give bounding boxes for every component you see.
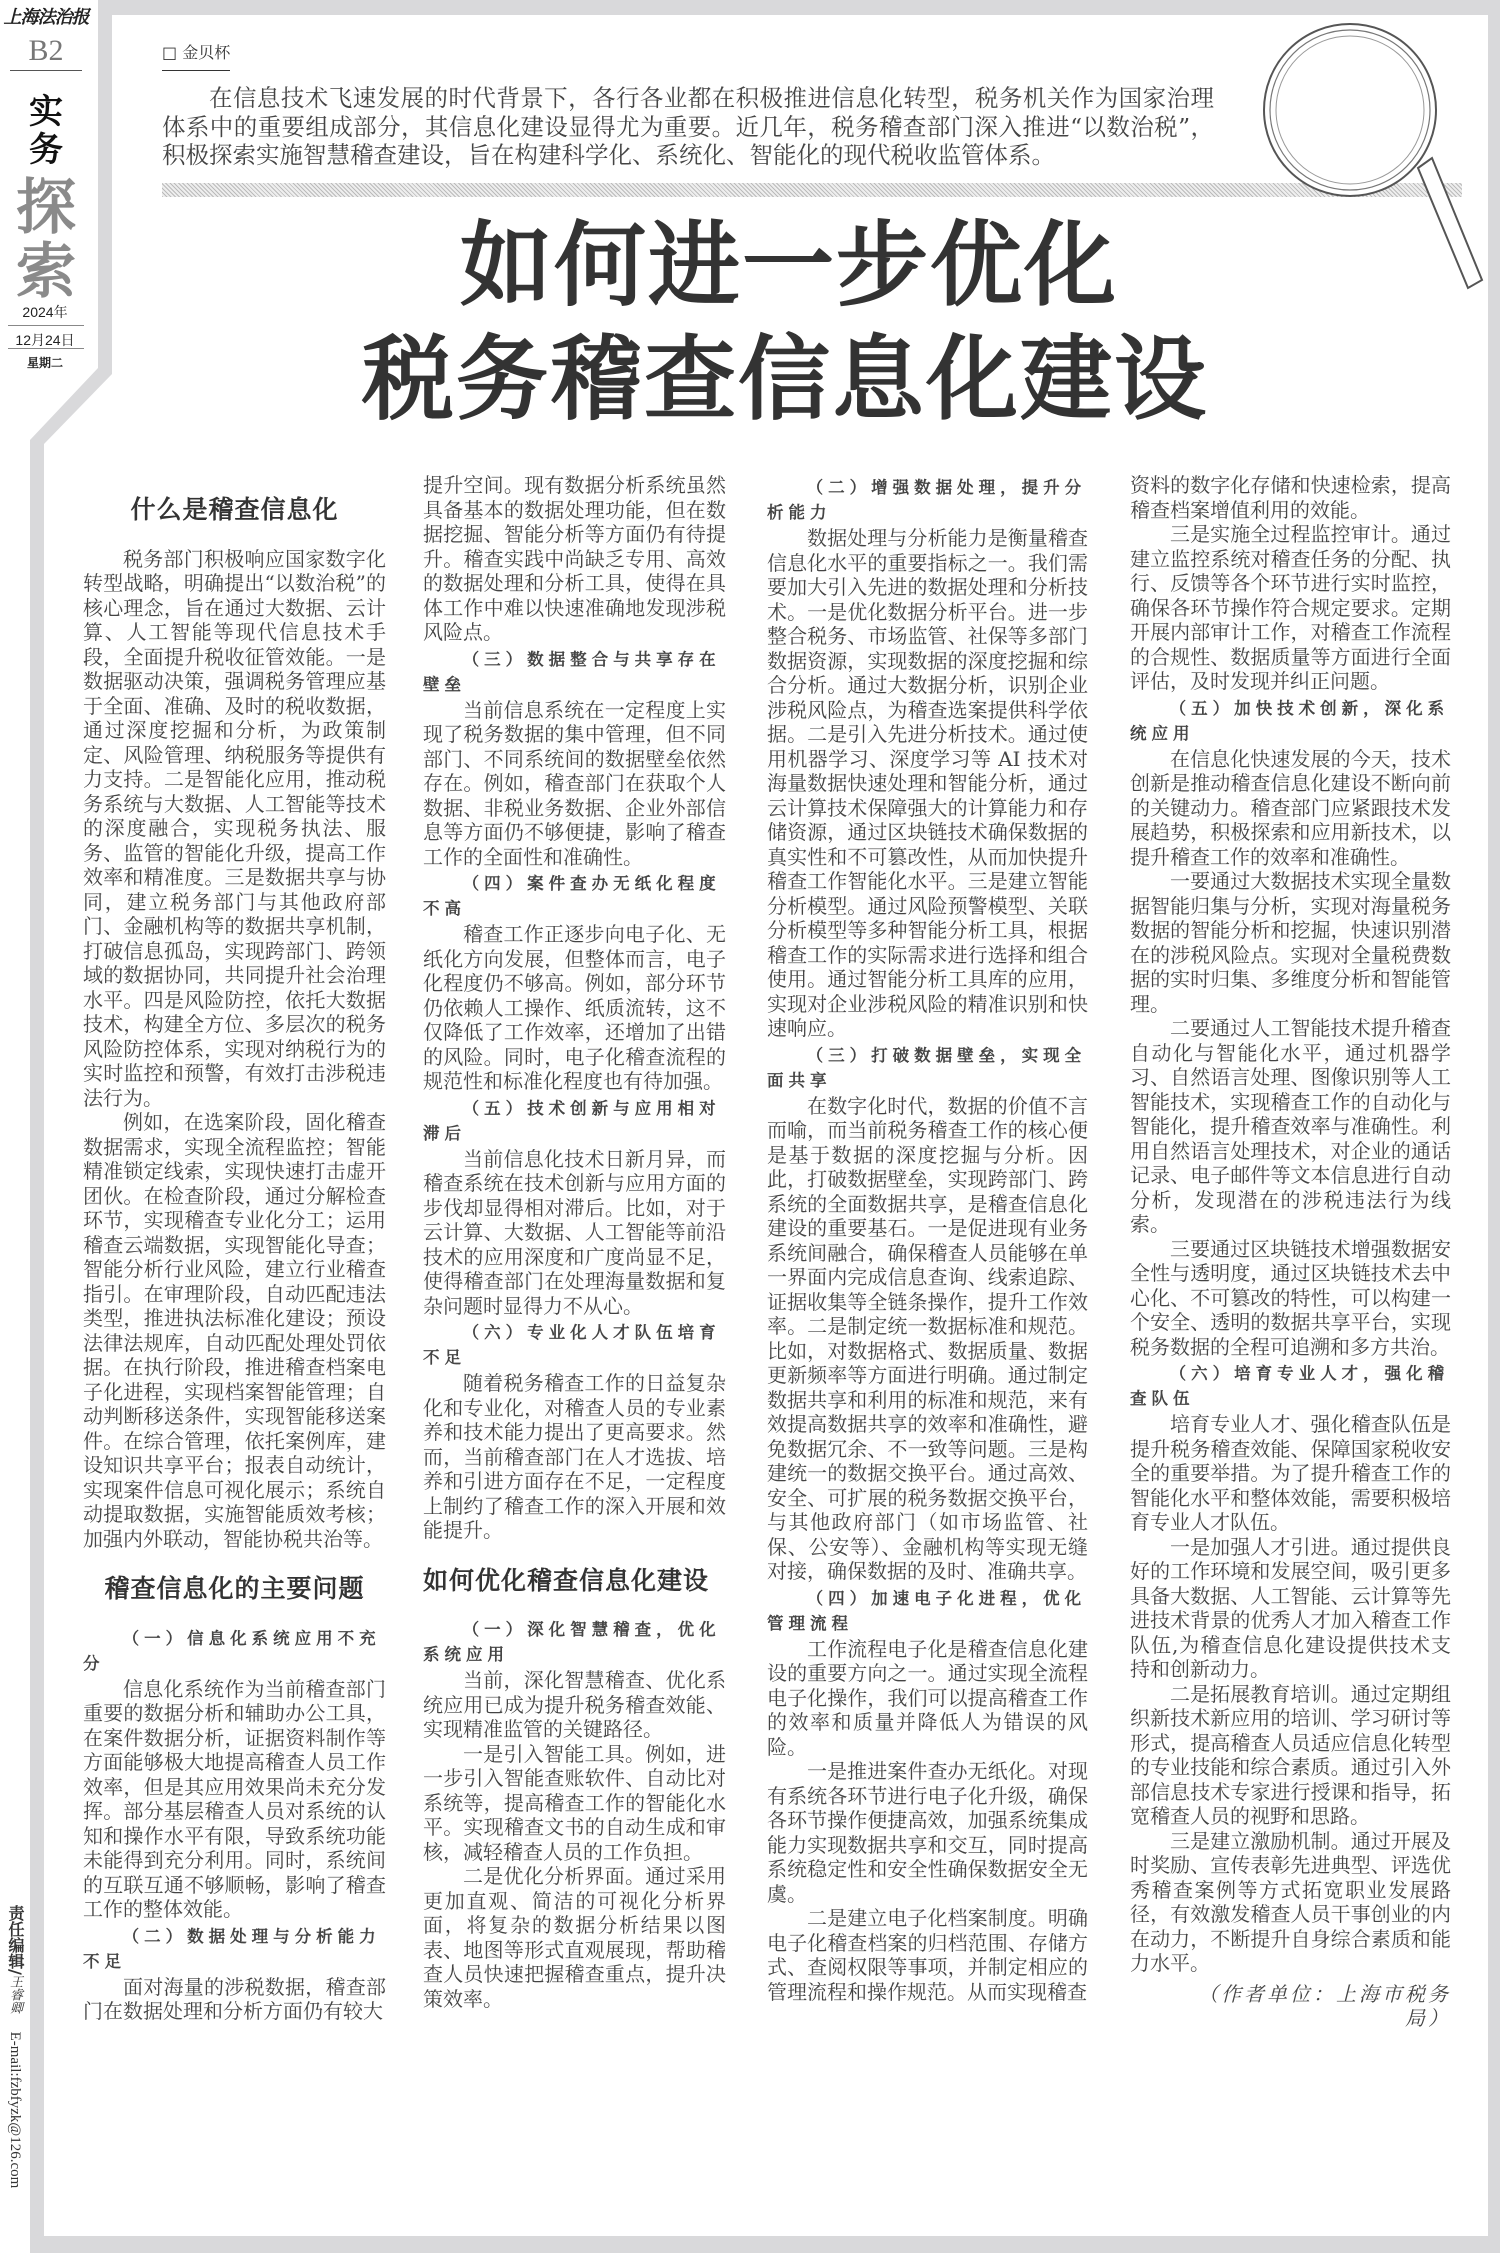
section-char: 实 <box>29 92 63 132</box>
paragraph: 三要通过区块链技术增强数据安全性与透明度，通过区块链技术去中心化、不可篡改的特性，可以构建一个安全、透明的数据共享平台，实现税务数据的全程可追溯和多方共治。 <box>1130 1236 1451 1359</box>
paragraph: 当前，深化智慧稽查、优化系统应用已成为提升税务稽查效能、实现精准监管的关键路径。 <box>423 1668 726 1741</box>
paragraph: 税务部门积极响应国家数字化转型战略，明确提出“以数治税”的核心理念，旨在通过大数据、云计算、人工智能等现代信息技术手段，全面提升税收征管效能。一是数据驱动决策，强调税务管理应基于全面、准确、及时的税收数据，通过深度挖掘和分析，为政策制定、风险管理、纳税服务等提供有力支持。二是智能化应用，推动税务系统与大数据、人工智能等技术的深度融合，实现税务执法、服务、监管的智能化升级，提高工作效率和精准度。三是数据共享与协同，建立税务部门与其他政府部门、金融机构等的数据共享机制，打破信息孤岛，实现跨部门、跨领域的数据协同，共同提升社会治理水平。四是风险防控，依托大数据技术，构建全方位、多层次的税务风险防控体系，实现对纳税行为的实时监控和预警，有效打击涉税违法行为。 <box>83 546 386 1110</box>
issue-date: 12月24日 <box>15 332 75 348</box>
magnifying-glass-icon <box>1250 18 1490 298</box>
paragraph: 一是引入智能工具。例如，进一步引入智能查账软件、自动比对系统等，提高稽查工作的智能化水平。实现稽查文书的自动生成和审核，减轻稽查人员的工作负担。 <box>423 1741 726 1864</box>
issue-weekday: 星期二 <box>26 356 63 370</box>
paragraph: 二是拓展教育培训。通过定期组织新技术新应用的培训、学习研讨等形式，提高稽查人员适应信息化转型的专业技能和综合素质。通过引入外部信息技术专家进行授课和指导，拓宽稽查人员的视野和思路。 <box>1130 1681 1451 1828</box>
divider <box>8 325 84 326</box>
paragraph: 培育专业人才、强化稽查队伍是提升税务稽查效能、保障国家税收安全的重要举措。为了提升稽查工作的智能化水平和整体效能，需要积极培育专业人才队伍。 <box>1130 1412 1451 1534</box>
paragraph: 当前信息化技术日新月异，而稽查系统在技术创新与应用方面的步伐却显得相对滞后。比如，对于云计算、大数据、人工智能等前沿技术的应用深度和广度尚显不足，使得稽查部门在处理海量数据和复杂问题时显得力不从心。 <box>423 1146 726 1318</box>
paragraph: 二是优化分析界面。通过采用更加直观、简洁的可视化分析界面，将复杂的数据分析结果以图表、地图等形式直观展现，帮助稽查人员快速把握稽查重点，提升决策效率。 <box>423 1864 726 2011</box>
section-heading: 稽查信息化的主要问题 <box>104 1574 365 1603</box>
subsection-heading: （一）深化智慧稽查，优化系统应用 <box>423 1620 721 1664</box>
subsection-heading: （四）案件查办无纸化程度不高 <box>423 874 721 918</box>
paragraph: 工作流程电子化是稽查信息化建设的重要方向之一。通过实现全流程电子化操作，我们可以提高稽查工作的效率和质量并降低人为错误的风险。 <box>767 1636 1088 1759</box>
paragraph: 三是建立激励机制。通过开展及时奖励、宣传表彰先进典型、评选优秀稽查案例等方式拓宽职业发展路径，有效激发稽查人员干事创业的内在动力，不断提升自身综合素质和能力水平。 <box>1130 1828 1451 1975</box>
paragraph: 在信息化快速发展的今天，技术创新是推动稽查信息化建设不断向前的关键动力。稽查部门应紧跟技术发展趋势，积极探索和应用新技术，以提升稽查工作的效率和准确性。 <box>1130 746 1451 869</box>
section-char: 务 <box>29 130 63 170</box>
headline-line-1: 如何进一步优化 <box>460 211 1119 319</box>
paragraph: 面对海量的涉税数据，稽查部门在数据处理和分析方面仍有较大 <box>83 1974 386 2023</box>
article-column-2 <box>423 473 726 2011</box>
article-column-3 <box>767 473 1088 2004</box>
author-affiliation: （作者单位：上海市税务局） <box>1198 1981 1451 2030</box>
issue-year: 2024年 <box>22 304 68 320</box>
subsection-heading: （六）培育专业人才，强化稽查队伍 <box>1130 1364 1450 1408</box>
paragraph: 随着税务稽查工作的日益复杂化和专业化，对稽查人员的专业素养和技术能力提出了更高要求。然而，当前稽查部门在人才选拔、培养和引进方面存在不足，一定程度上制约了稽查工作的深入开展和效能提升。 <box>423 1371 726 1542</box>
subsection-heading: （六）专业化人才队伍培育不足 <box>423 1323 721 1367</box>
subsection-heading: （二）增强数据处理，提升分析能力 <box>767 478 1087 522</box>
section-big-char: 探 <box>16 173 76 243</box>
subsection-heading: （三）数据整合与共享存在壁垒 <box>423 649 721 694</box>
section-big-char: 索 <box>16 237 76 307</box>
subsection-heading: （一）信息化系统应用不充分 <box>83 1628 381 1673</box>
divider <box>8 348 84 349</box>
subsection-heading: （四）加速电子化进程，优化管理流程 <box>767 1588 1087 1633</box>
paragraph: 三是实施全过程监控审计。通过建立监控系统对稽查任务的分配、执行、反馈等各个环节进行实时监控，确保各环节操作符合规定要求。定期开展内部审计工作，对稽查工作流程的合规性、数据质量等方面进行全面评估，及时发现并纠正问题。 <box>1130 522 1451 693</box>
paragraph: 例如，在选案阶段，固化稽查数据需求，实现全流程监控；智能精准锁定线索，实现快速打击虚开团伙。在检查阶段，通过分解检查环节，实现稽查专业化分工；运用稽查云端数据，实现智能化导查；智能分析行业风险，建立行业稽查指引。在审理阶段，自动匹配违法类型，推进执法标准化建设；预设法律法规库，自动匹配处理处罚依据。在执行阶段，推进稽查档案电子化进程，实现档案智能管理；自动判断移送条件，实现智能移送案件。在综合管理，依托案例库，建设知识共享平台；报表自动统计，实现案件信息可视化展示；系统自动提取数据，实施智能质效考核；加强内外联动，智能协税共治等。 <box>83 1110 386 1551</box>
paragraph: 当前信息系统在一定程度上实现了税务数据的集中管理，但不同部门、不同系统间的数据壁垒依然存在。例如，稽查部门在获取个人数据、非税业务数据、企业外部信息等方面仍不够便捷，影响了稽查工作的全面性和准确性。 <box>423 697 726 869</box>
paper-name: 上海法治报 <box>3 7 89 28</box>
article-column-1 <box>83 490 386 2024</box>
section-heading: 如何优化稽查信息化建设 <box>423 1565 710 1595</box>
editor-name: 王睿卿 <box>8 1974 23 2014</box>
subsection-heading: （五）加快技术创新，深化系统应用 <box>1130 698 1450 743</box>
paragraph: 一是推进案件查办无纸化。对现有系统各环节进行电子化升级，确保各环节操作便捷高效，加强系统集成能力实现数据共享和交互，同时提高系统稳定性和安全性确保数据安全无虞。 <box>767 1759 1088 1906</box>
subsection-heading: （五）技术创新与应用相对滞后 <box>423 1098 721 1143</box>
paragraph: 稽查工作正逐步向电子化、无纸化方向发展，但整体而言，电子化程度仍不够高。例如，部分环节仍依赖人工操作、纸质流转，这不仅降低了工作效率，还增加了出错的风险。同时，电子化稽查流程的规范性和标准化程度也有待加强。 <box>423 922 726 1093</box>
article-intro: 在信息技术飞速发展的时代背景下，各行各业都在积极推进信息化转型，税务机关作为国家治理体系中的重要组成部分，其信息化建设显得尤为重要。近几年，税务稽查部门深入推进“以数治税”，积极探索实施智慧稽查建设，旨在构建科学化、系统化、智能化的现代税收监管体系。 <box>162 84 1214 169</box>
editor-label: 责任编辑/ <box>6 1905 25 1975</box>
paragraph-continued: 资料的数字化存储和快速检索，提高稽查档案增值利用的效能。 <box>1130 473 1451 522</box>
paragraph: 一要通过大数据技术实现全量数据智能归集与分析，实现对海量税务数据的智能分析和挖掘，快速识别潜在的涉税风险点。实现对全量税费数据的实时归集、多维度分析和智能管理。 <box>1130 869 1451 1016</box>
paragraph: 一是加强人才引进。通过提供良好的工作环境和发展空间，吸引更多具备大数据、人工智能、云计算等先进技术背景的优秀人才加入稽查工作队伍,为稽查信息化建设提供技术支持和创新动力。 <box>1130 1534 1451 1681</box>
paragraph: 数据处理与分析能力是衡量稽查信息化水平的重要指标之一。我们需要加大引入先进的数据处理和分析技术。一是优化数据分析平台。进一步整合税务、市场监管、社保等多部门数据资源，实现数据的深度挖掘和综合分析。通过大数据分析，识别企业涉税风险点，为稽查选案提供科学依据。二是引入先进分析技术。通过使用机器学习、深度学习等 AI 技术对海量数据快速处理和智能分析，通过云计算技术保障强大的计算能力和存储资源，通过区块链技术确保数据的真实性和不可篡改性，从而加快提升稽查工作智能化水平。三是建立智能分析模型。通过风险预警模型、关联分析模型等多种智能分析工具，根据稽查工作的实际需求进行选择和组合使用。通过智能分析工具库的应用，实现对企业涉税风险的精准识别和快速响应。 <box>767 526 1088 1040</box>
divider <box>10 70 82 71</box>
subsection-heading: （三）打破数据壁垒，实现全面共享 <box>767 1045 1087 1090</box>
section-heading: 什么是稽查信息化 <box>130 495 339 524</box>
subsection-heading: （二）数据处理与分析能力不足 <box>83 1926 381 1971</box>
editor-credit <box>4 1905 27 2188</box>
paragraph: 二是建立电子化档案制度。明确电子化稽查档案的归档范围、存储方式、查阅权限等事项，并制定相应的管理流程和操作规范。从而实现稽查 <box>767 1906 1088 2004</box>
article-column-4 <box>1130 473 1451 2031</box>
headline-line-2: 税务稽查信息化建设 <box>362 325 1209 433</box>
paragraph-continued: 提升空间。现有数据分析系统虽然具备基本的数据处理功能，但在数据挖掘、智能分析等方面仍有待提升。稽查实践中尚缺乏专用、高效的数据处理和分析工具，使得在具体工作中难以快速准确地发现涉税风险点。 <box>423 473 726 644</box>
paragraph: 二要通过人工智能技术提升稽查自动化与智能化水平，通过机器学习、自然语言处理、图像识别等人工智能技术，实现稽查工作的自动化与智能化，提升稽查效率与准确性。利用自然语言处理技术，对企业的通话记录、电子邮件等文本信息进行自动分析，发现潜在的涉税违法行为线索。 <box>1130 1016 1451 1236</box>
author-byline: □ 金贝杯 <box>162 40 230 71</box>
paragraph: 在数字化时代，数据的价值不言而喻，而当前税务稽查工作的核心便是基于数据的深度挖掘与分析。因此，打破数据壁垒，实现跨部门、跨系统的全面数据共享，是稽查信息化建设的重要基石。一是促进现有业务系统间融合，确保稽查人员能够在单一界面内完成信息查询、线索追踪、证据收集等全链条操作，提升工作效率。二是制定统一数据标准和规范。比如，对数据格式、数据质量、数据更新频率等方面进行明确。通过制定数据共享和利用的标准和规范，来有效提高数据共享的效率和准确性，避免数据冗余、不一致等问题。三是构建统一的数据交换平台。通过高效、安全、可扩展的税务数据交换平台，与其他政府部门（如市场监管、社保、公安等）、金融机构等实现无缝对接，确保数据的及时、准确共享。 <box>767 1093 1088 1583</box>
paragraph: 信息化系统作为当前稽查部门重要的数据分析和辅助办公工具，在案件数据分析，证据资料制作等方面能够极大地提高稽查人员工作效率，但是其应用效果尚未充分发挥。部分基层稽查人员对系统的认知和操作水平有限，导致系统功能未能得到充分利用。同时，系统间的互联互通不够顺畅，影响了稽查工作的整体效能。 <box>83 1676 386 1921</box>
editor-email: E-mail:fzbfyzk@126.com <box>7 2031 23 2189</box>
page-number: B2 <box>28 34 64 67</box>
